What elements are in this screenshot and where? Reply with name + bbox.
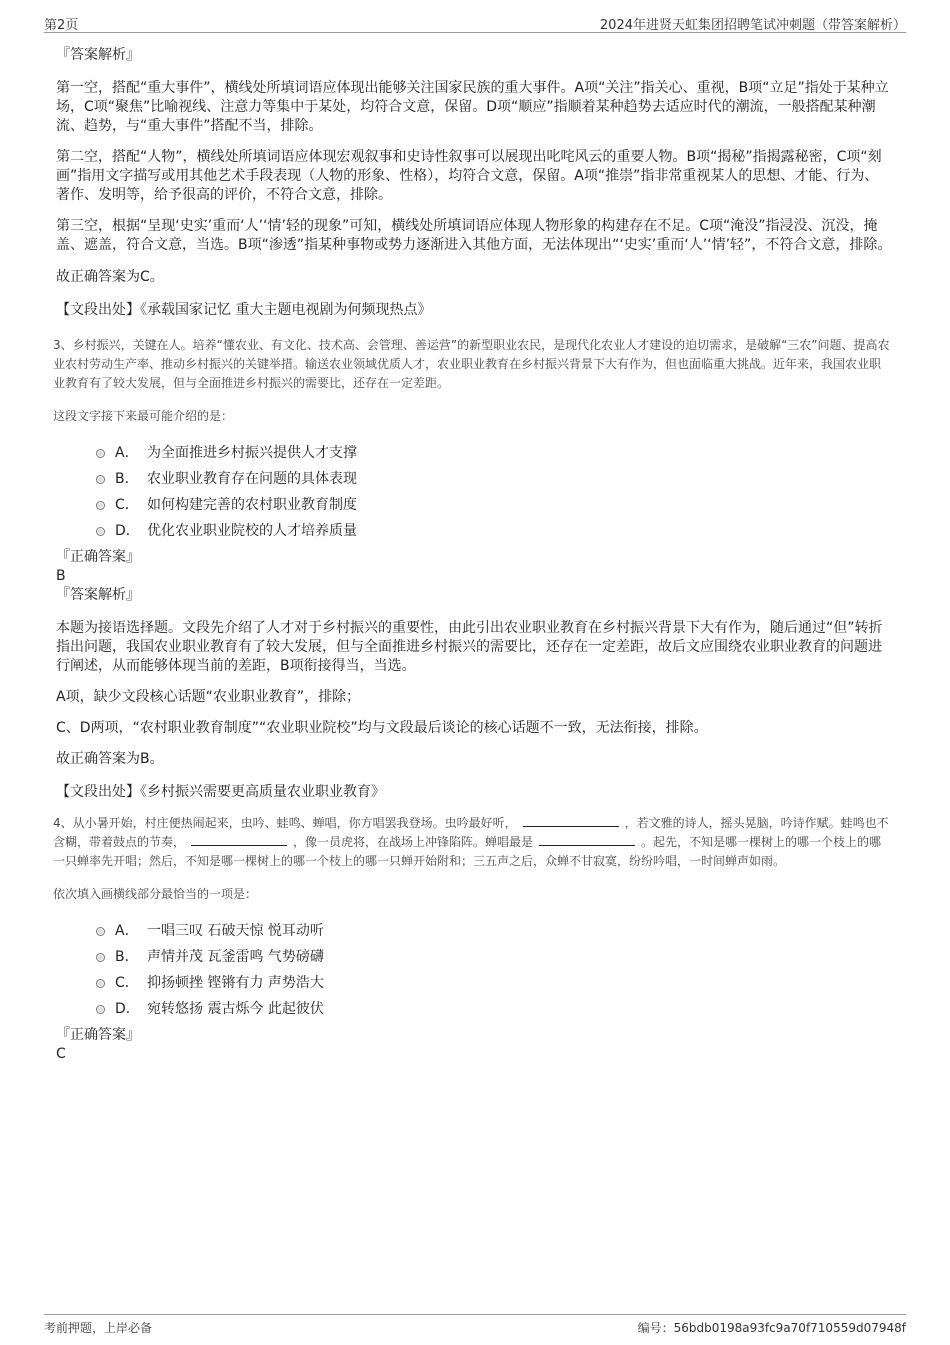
document-title: 2024年进贤天虹集团招聘笔试冲刺题（带答案解析） [599,18,906,33]
page-content [53,46,892,1064]
q2-analysis-para2: 第二空，搭配“人物”，横线处所填词语应体现宏观叙事和史诗性叙事可以展现出叱咤风云的重要人物。B项“揭秘”指揭露秘密，C项“刻画”指用文字描写或用其他艺术手段表现（人物的形象、性格），均符合文意，保留。A项“推崇”指非常重视某人的思想、才能、行为、著作、发明等，给予很高的评价，不符合文意，排除。 [56,149,882,203]
q3-analysis-para1: 本题为接语选择题。文段先介绍了人才对于乡村振兴的重要性，由此引出农业职业教育在乡村振兴背景下大有作为，随后通过“但”转折指出问题，我国农业职业教育有了较大发展，但与全面推进乡村振兴的需要比，还存在一定差距，故后文应围绕农业职业教育的问题进行阐述，从而能够体现当前的差距，B项衔接得当，当选。 [56,620,883,674]
radio-icon[interactable] [96,449,105,458]
q3-option-d[interactable]: D． 优化农业职业院校的人才培养质量 [96,518,892,544]
q3-analysis-title: 『答案解析』 [56,587,140,603]
q4-option-c[interactable]: C． 抑扬顿挫 铿锵有力 声势浩大 [96,970,892,996]
radio-icon[interactable] [96,953,105,962]
q3-answer: B [56,568,66,584]
q4-answer-title: 『正确答案』 [56,1027,140,1043]
q2-source: 【文段出处】《承载国家记忆 重大主题电视剧为何频现热点》 [56,302,432,318]
q3-option-b[interactable]: B． 农业职业教育存在问题的具体表现 [96,466,892,492]
q3-analysis-para3: C、D两项，“农村职业教育制度”“农业职业院校”均与文段最后谈论的核心话题不一致，无法衔接，排除。 [56,720,708,736]
q3-options [96,440,892,544]
q4-option-a[interactable]: A． 一唱三叹 石破天惊 悦耳动听 [96,918,892,944]
footer-slogan: 考前押题，上岸必备 [44,1321,153,1335]
radio-icon[interactable] [96,527,105,536]
q4-prompt: 依次填入画横线部分最恰当的一项是： [53,887,258,901]
fill-blank-3 [539,833,635,846]
page-number: 第2页 [44,18,79,33]
q4-option-b[interactable]: B． 声情并茂 瓦釜雷鸣 气势磅礴 [96,944,892,970]
q4-answer: C [56,1046,66,1062]
q3-option-a[interactable]: A． 为全面推进乡村振兴提供人才支撑 [96,440,892,466]
page-footer [44,1314,906,1333]
q3-conclusion: 故正确答案为B。 [56,751,164,767]
radio-icon[interactable] [96,475,105,484]
q4-option-d[interactable]: D． 宛转悠扬 震古烁今 此起彼伏 [96,996,892,1022]
q2-analysis-para1: 第一空，搭配“重大事件”，横线处所填词语应体现出能够关注国家民族的重大事件。A项“关注”指关心、重视，B项“立足”指处于某种立场，C项“聚焦”比喻视线、注意力等集中于某处，均符合文意，保留。D项“顺应”指顺着某种趋势去适应时代的潮流，一般搭配某种潮流、趋势，与“重大事件”搭配不当，排除。 [56,80,889,134]
radio-icon[interactable] [96,979,105,988]
radio-icon[interactable] [96,501,105,510]
q3-option-c[interactable]: C． 如何构建完善的农村职业教育制度 [96,492,892,518]
q3-prompt: 这段文字接下来最可能介绍的是： [53,409,234,423]
q2-analysis-title: 『答案解析』 [56,47,140,63]
q3-stem: 3、乡村振兴，关键在人。培养“懂农业、有文化、技术高、会管理、善运营”的新型职业农民，是现代化农业人才建设的迫切需求，是破解“三农”问题、提高农业农村劳动生产率、推动乡村振兴的关键举措。输送农业领域优质人才，农业职业教育在乡村振兴背景下大有作为，但也面临重大挑战。近年来，我国农业职业教育有了较大发展，但与全面推进乡村振兴的需要比，还存在一定差距。 [53,338,890,390]
radio-icon[interactable] [96,1005,105,1014]
radio-icon[interactable] [96,927,105,936]
fill-blank-1 [523,814,619,827]
page-header [44,14,906,33]
q4-options [96,918,892,1022]
q2-analysis-para3: 第三空，根据“呈现‘史实’重而‘人’‘情’轻的现象”可知，横线处所填词语应体现人物形象的构建存在不足。C项“淹没”指浸没、沉没，掩盖、遮盖，符合文意，当选。B项“渗透”指某种事物或势力逐渐进入其他方面，无法体现出“‘史实’重而‘人’‘情’轻”，不符合文意，排除。 [56,218,892,253]
q3-answer-title: 『正确答案』 [56,549,140,565]
q3-analysis-para2: A项，缺少文段核心话题“农业职业教育”，排除； [56,689,361,705]
fill-blank-2 [191,833,287,846]
document-code: 编号：56bdb0198a93fc9a70f710559d07948f [637,1321,906,1335]
q2-conclusion: 故正确答案为C。 [56,269,164,285]
q4-stem: 4、从小暑开始，村庄便热闹起来，虫吟、蛙鸣、蝉唱，你方唱罢我登场。虫吟最好听， ，若文雅的诗人，摇头晃脑，吟诗作赋。蛙鸣也不含糊，带着鼓点的节奏， ，像一员虎将，在战场上冲锋陷阵。蝉唱最是 。起先，不知是哪一棵树上的哪一个枝上的哪一只蝉率先开唱；然后，不知是哪一棵树上的哪一个枝上的哪一只蝉开始附和；三五声之后，众蝉不甘寂寞，纷纷吟唱，一时间蝉声如雨。 [53,816,889,868]
q3-source: 【文段出处】《乡村振兴需要更高质量农业职业教育》 [56,784,385,800]
